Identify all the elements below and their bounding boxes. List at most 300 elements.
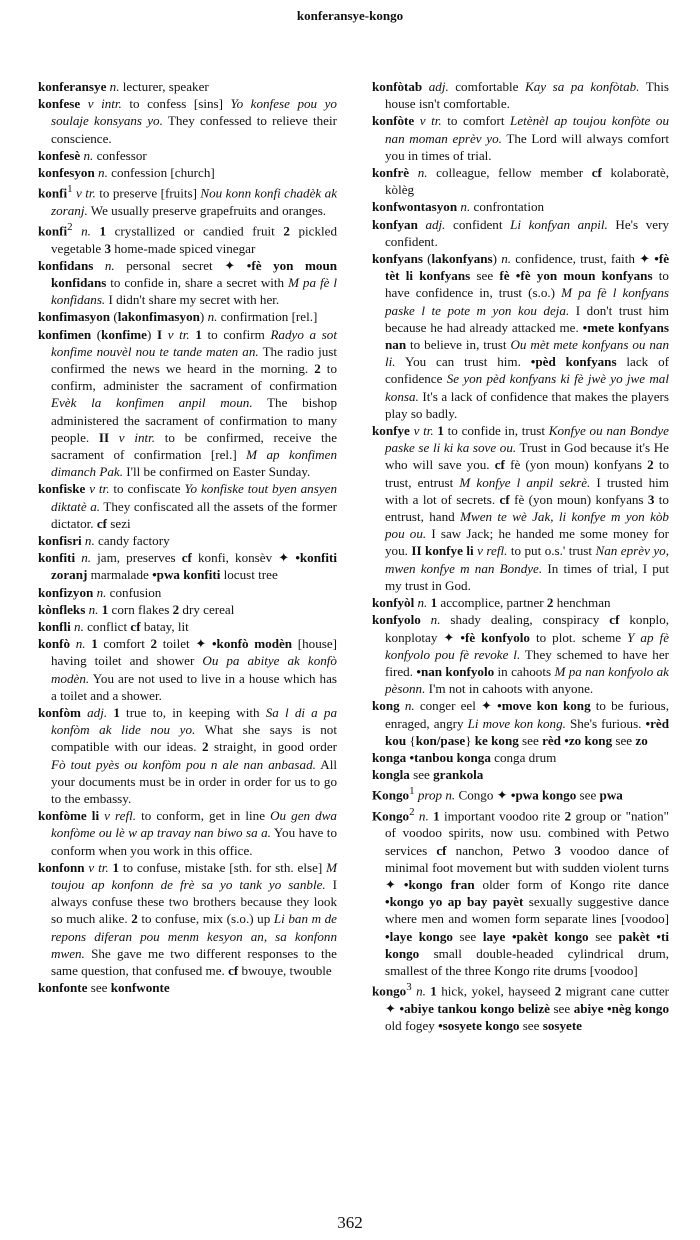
entry-text: 3 bbox=[554, 842, 561, 858]
entry-text: old fogey bbox=[385, 1018, 439, 1034]
headword: konfòte bbox=[372, 113, 415, 129]
entry-text: M pa fè l konfyans paske l te pote m yon kou deja. bbox=[385, 285, 669, 318]
dictionary-entry bbox=[38, 147, 337, 164]
entry-text: to be confirmed, receive the sacrament of confirmation [rel.] bbox=[51, 429, 337, 462]
entry-text: migrant cane cutter ✦ bbox=[385, 983, 670, 1016]
headword: konfrè bbox=[372, 165, 410, 181]
headword: konfyolo bbox=[372, 612, 421, 628]
entry-text: I bbox=[156, 326, 163, 342]
right-column bbox=[372, 78, 669, 1034]
entry-text: see bbox=[470, 268, 500, 284]
dictionary-entry bbox=[38, 549, 337, 583]
entry-text: 3 bbox=[647, 491, 655, 507]
entry-text: to conform, get in line bbox=[136, 808, 271, 824]
dictionary-entry bbox=[38, 601, 337, 618]
entry-text: corn flakes bbox=[108, 601, 173, 617]
entry-text: I trusted him with a lot of secrets. bbox=[385, 474, 669, 507]
headword: konfimen bbox=[38, 326, 92, 342]
entry-text: Letènèl ap toujou konfòte ou nan moman eprèv yo. bbox=[385, 113, 670, 146]
entry-text: see bbox=[519, 1018, 543, 1034]
headword: konfesyon bbox=[38, 165, 95, 181]
entry-text: ( bbox=[91, 326, 102, 342]
entry-text: confrontation bbox=[470, 199, 545, 215]
entry-text: I always confuse these two brothers because they look so much alike. bbox=[51, 877, 337, 927]
entry-text: konfime bbox=[101, 326, 147, 342]
entry-text: I don't trust him because he had already attacked me. bbox=[385, 302, 669, 335]
dictionary-entry bbox=[372, 112, 669, 164]
entry-text: konfwonte bbox=[110, 980, 170, 996]
entry-text: Y ap fè konfyolo pou fè revoke l. bbox=[385, 629, 670, 662]
entry-text: comfortable bbox=[448, 79, 525, 94]
entry-text: v intr. bbox=[80, 96, 122, 112]
entry-text: Fò tout pyès ou konfòm pou n ale nan anbasad. bbox=[51, 756, 316, 772]
dictionary-entry bbox=[38, 326, 337, 481]
entry-text: v intr. bbox=[109, 429, 156, 445]
entry-text: to preserve [fruits] bbox=[95, 185, 201, 201]
entry-text: What she says is not compatible with our ideas. bbox=[51, 722, 337, 755]
entry-text: cf bbox=[609, 612, 620, 628]
entry-text: You can trust him. bbox=[395, 354, 531, 370]
entry-text: cf bbox=[591, 165, 602, 181]
entry-text: You are not used to live in a house which has a toilet and a shower. bbox=[51, 670, 337, 703]
entry-text: 2 bbox=[150, 636, 158, 652]
entry-text: 1 bbox=[91, 636, 98, 652]
entry-text: II bbox=[98, 429, 110, 445]
entry-text: They schemed to have her fired. bbox=[385, 646, 669, 679]
entry-text: 1 bbox=[67, 183, 73, 196]
entry-text: 1 bbox=[99, 223, 107, 239]
dictionary-entry bbox=[372, 611, 669, 697]
entry-text: pickled vegetable bbox=[51, 223, 337, 256]
entry-text: •sosyete kongo bbox=[438, 1018, 520, 1034]
dictionary-entry bbox=[372, 164, 669, 198]
page-number: 362 bbox=[337, 1213, 363, 1232]
entry-text: to confide in, share a secret with bbox=[106, 274, 289, 290]
entry-text: cf bbox=[436, 842, 447, 858]
entry-text: confessor bbox=[93, 147, 147, 163]
entry-text: grankola bbox=[433, 767, 484, 783]
entry-text: n. bbox=[85, 601, 99, 617]
entry-text: He's very confident. bbox=[385, 216, 669, 249]
entry-text: home-made spiced vinegar bbox=[110, 240, 256, 256]
entry-text: conger eel ✦ bbox=[414, 698, 498, 714]
entry-text: •fè konfyolo bbox=[460, 629, 530, 645]
entry-text: to confirm bbox=[201, 326, 271, 342]
headword: konfyans bbox=[372, 251, 423, 267]
entry-text: v refl. bbox=[473, 543, 508, 559]
entry-text: Trust in God because it's He who will save you. bbox=[385, 440, 669, 473]
headword: konfli bbox=[38, 619, 71, 635]
dictionary-entry bbox=[38, 807, 337, 859]
entry-text: henchman bbox=[553, 595, 611, 611]
entry-text: She gave me two different responses to the same question, that confused me. bbox=[51, 945, 337, 979]
entry-text: n. bbox=[457, 199, 471, 215]
entry-text: In times of trial, I put my trust in God. bbox=[385, 560, 669, 593]
headword: konfòtab bbox=[372, 79, 423, 94]
entry-text: •tanbou konga bbox=[409, 749, 491, 765]
entry-text: 1 bbox=[195, 326, 202, 342]
headword: konfiti bbox=[38, 550, 76, 566]
entry-text: n. bbox=[501, 251, 512, 267]
entry-text: n. bbox=[414, 808, 429, 824]
dictionary-entry bbox=[372, 250, 669, 422]
entry-text: candy factory bbox=[94, 533, 170, 548]
entry-text: cf bbox=[96, 515, 108, 531]
entry-text: II konfye li bbox=[411, 543, 474, 559]
entry-text: I'm not in cahoots with anyone. bbox=[425, 681, 594, 697]
entry-text: to confiscate bbox=[109, 481, 185, 497]
entry-text: She's furious. bbox=[565, 715, 646, 731]
entry-text: see bbox=[612, 732, 636, 748]
entry-text: 1 bbox=[437, 423, 444, 439]
dictionary-entry bbox=[38, 584, 337, 601]
entry-text: fè bbox=[499, 268, 510, 284]
entry-text: adj. bbox=[422, 79, 449, 94]
entry-text: prop n. bbox=[414, 787, 456, 803]
entry-text: All your documents must be in order in order for us to go to the embassy. bbox=[51, 756, 337, 807]
entry-text: lecturer, speaker bbox=[119, 79, 209, 94]
entry-text: zo bbox=[635, 732, 648, 748]
entry-text: Li konfyan anpil. bbox=[510, 216, 608, 232]
dictionary-entry bbox=[38, 181, 337, 219]
headword: konfimasyon bbox=[38, 309, 111, 325]
entry-text: v tr. bbox=[162, 326, 190, 342]
entry-text: to put o.s.' trust bbox=[507, 543, 596, 559]
headword: Kongo bbox=[372, 808, 410, 824]
entry-text: The Lord will always comfort you in times of trial. bbox=[385, 130, 669, 163]
headword: kònfleks bbox=[38, 601, 86, 617]
entry-text: pwa bbox=[599, 787, 623, 803]
entry-text: n. bbox=[93, 257, 115, 273]
entry-text: ) bbox=[492, 251, 502, 267]
entry-text: to confide in, trust bbox=[443, 423, 549, 439]
headword: konfyòl bbox=[372, 595, 415, 611]
entry-text: 2 bbox=[314, 360, 321, 376]
entry-text: M pa fè l konfidans. bbox=[51, 274, 337, 308]
dictionary-entry bbox=[38, 704, 337, 807]
entry-text: ( bbox=[110, 309, 118, 325]
entry-text: older form of Kongo rite dance bbox=[474, 877, 669, 893]
entry-text: M konfye l anpil sekrè. bbox=[459, 474, 591, 490]
entry-text: voodoo dance of minimal foot movement but with sudden violent turns ✦ bbox=[385, 842, 670, 893]
entry-text: •fè yon moun konfyans bbox=[515, 268, 653, 284]
entry-text: see bbox=[87, 980, 111, 996]
dictionary-entry bbox=[372, 697, 669, 749]
entry-text: jam, preserves bbox=[91, 550, 182, 566]
entry-text: fè (yon moun) konfyans bbox=[509, 491, 648, 507]
entry-text: 1 bbox=[101, 601, 109, 617]
entry-text: sosyete bbox=[542, 1018, 582, 1034]
entry-text: to entrust, hand bbox=[385, 491, 669, 525]
entry-text: •pwa kongo bbox=[510, 787, 577, 803]
entry-text: [house] having toilet and shower bbox=[51, 636, 338, 669]
dictionary-entry bbox=[38, 257, 337, 309]
entry-text: lack of confidence bbox=[385, 354, 670, 387]
entry-text: to plot. scheme bbox=[529, 629, 628, 645]
entry-text: Ou pa abitye ak konfò modèn. bbox=[51, 653, 337, 686]
entry-text: group or "nation" of voodoo spirits, now usu. combined with Petwo services bbox=[385, 808, 670, 858]
dictionary-entry bbox=[372, 78, 669, 112]
headword: kongo bbox=[372, 983, 407, 999]
entry-text: 1 bbox=[409, 785, 415, 798]
headword: konfisri bbox=[38, 533, 82, 548]
entry-text: adj. bbox=[80, 705, 108, 721]
entry-text: confidence, trust, faith ✦ bbox=[511, 251, 655, 267]
entry-text: n. bbox=[409, 165, 428, 181]
dictionary-entry bbox=[38, 78, 337, 95]
entry-text: to believe in, trust bbox=[406, 337, 511, 353]
entry-text: This house isn't comfortable. bbox=[385, 79, 669, 112]
running-header: konferansye-kongo bbox=[296, 8, 404, 23]
entry-text: •konfiti zoranj bbox=[51, 550, 338, 583]
left-column bbox=[38, 78, 337, 996]
entry-text: 3 bbox=[104, 240, 111, 256]
entry-text: lakonfimasyon bbox=[117, 309, 200, 325]
entry-text: n. bbox=[80, 147, 94, 163]
entry-text: sezi bbox=[107, 515, 131, 531]
headword: Kongo bbox=[372, 787, 410, 803]
entry-text: locust tree bbox=[220, 567, 278, 583]
entry-text: personal secret ✦ bbox=[114, 257, 247, 273]
entry-text: You have to conform when you work in this office. bbox=[51, 825, 337, 858]
entry-text: to confuse, mix (s.o.) up bbox=[137, 911, 274, 927]
entry-text: •kongo fran bbox=[403, 877, 475, 893]
entry-text: v tr. bbox=[84, 859, 109, 875]
headword: konfonte bbox=[38, 980, 88, 996]
entry-text: 1 bbox=[113, 705, 120, 721]
entry-text: laye bbox=[482, 928, 506, 944]
entry-text: see bbox=[576, 787, 600, 803]
headword: konferansye bbox=[38, 79, 107, 94]
headword: kong bbox=[372, 698, 400, 714]
entry-text: They confessed to relieve their conscience. bbox=[51, 113, 337, 146]
entry-text: ) bbox=[146, 326, 157, 342]
entry-text: cf bbox=[181, 550, 192, 566]
entry-text: I'll be confirmed on Easter Sunday. bbox=[123, 464, 311, 480]
entry-text: Se yon pèd konfyans ki fè jwè yo jwe mal konsa. bbox=[385, 371, 669, 404]
entry-text: •abiye tankou kongo belizè bbox=[399, 1000, 550, 1016]
headword: konfòm bbox=[38, 705, 81, 721]
entry-text: •pèd konfyans bbox=[530, 354, 617, 370]
entry-text: hick, yokel, hayseed bbox=[436, 983, 555, 999]
entry-text: v refl. bbox=[99, 808, 137, 824]
dictionary-entry bbox=[38, 164, 337, 181]
entry-text: The radio just confirmed the news we heard in the morning. bbox=[51, 343, 337, 376]
entry-text: { bbox=[406, 732, 416, 748]
entry-text: cf bbox=[494, 457, 505, 473]
entry-text: 2 bbox=[172, 601, 180, 617]
entry-text: Yo konfiske tout byen ansyen diktatè a. bbox=[51, 481, 337, 514]
dictionary-entry bbox=[372, 216, 669, 250]
dictionary-entry bbox=[38, 219, 337, 257]
dictionary-entry bbox=[372, 783, 669, 804]
entry-text: marmalade bbox=[87, 567, 153, 583]
headword: konfesè bbox=[38, 147, 81, 163]
entry-text: n. bbox=[420, 612, 441, 628]
entry-text: Ou gen dwa konfòme ou lè w ap travay nan biwo sa a. bbox=[51, 808, 337, 841]
entry-text: v tr. bbox=[85, 481, 110, 497]
entry-text: 1 bbox=[112, 859, 120, 875]
dictionary-entry bbox=[372, 422, 669, 594]
entry-text: accomplice, partner bbox=[437, 595, 547, 611]
entry-text: Nou konn konfi chadèk ak zoranj. bbox=[51, 185, 338, 218]
dictionary-entry bbox=[38, 480, 337, 532]
entry-text: •laye kongo bbox=[385, 928, 453, 944]
entry-text: The bishop administered the sacrament of confirmation to many people. bbox=[51, 395, 337, 445]
entry-text: confession [church] bbox=[107, 165, 215, 181]
entry-text: confident bbox=[445, 216, 511, 232]
entry-text: •move kon kong bbox=[497, 698, 591, 714]
entry-text: •pakèt kongo bbox=[511, 928, 589, 944]
entry-text: Congo ✦ bbox=[455, 787, 511, 803]
entry-text: shady dealing, conspiracy bbox=[440, 612, 610, 628]
entry-text: n. bbox=[70, 636, 86, 652]
entry-text: see bbox=[518, 732, 543, 748]
entry-text: 3 bbox=[406, 981, 412, 994]
entry-text: M pa nan konfyolo ak pèsonn. bbox=[385, 663, 669, 697]
headword: konfidans bbox=[38, 257, 94, 273]
entry-text: We usually preserve grapefruits and oranges. bbox=[87, 202, 327, 218]
entry-text: rèd bbox=[542, 732, 561, 748]
entry-text: n. bbox=[411, 983, 426, 999]
entry-text: to comfort bbox=[441, 113, 511, 129]
dictionary-entry bbox=[372, 766, 669, 783]
entry-text: n. bbox=[414, 595, 428, 611]
entry-text: 2 bbox=[202, 739, 209, 755]
headword: konfizyon bbox=[38, 584, 94, 600]
entry-text bbox=[505, 929, 512, 944]
entry-text: batay, lit bbox=[140, 619, 189, 635]
entry-text: comfort bbox=[97, 636, 151, 652]
headword: konfò bbox=[38, 636, 71, 652]
headword: konfese bbox=[38, 96, 81, 112]
entry-text: nanchon, Petwo bbox=[446, 842, 555, 858]
entry-text: 1 bbox=[430, 983, 437, 999]
entry-text: to confess [sins] bbox=[121, 96, 231, 112]
entry-text: adj. bbox=[417, 216, 446, 232]
entry-text: Kay sa pa konfòtab. bbox=[525, 79, 640, 94]
entry-text: M toujou ap konfonn de frè sa yo tank yo sanble. bbox=[51, 859, 337, 893]
entry-text: 2 bbox=[283, 223, 290, 239]
entry-text: v tr. bbox=[409, 423, 434, 439]
entry-text: konplo, konplotay ✦ bbox=[385, 612, 670, 645]
headword: konfye bbox=[372, 423, 410, 439]
entry-text: n. bbox=[399, 698, 415, 714]
headword: konga bbox=[372, 749, 407, 765]
dictionary-entry bbox=[372, 198, 669, 215]
entry-text: confusion bbox=[106, 584, 162, 600]
entry-text: I saw Jack; he handed me some money for you. bbox=[385, 526, 670, 559]
entry-text: Yo konfese pou yo soulaje konsyans yo. bbox=[51, 96, 337, 129]
entry-text: 2 bbox=[131, 911, 138, 927]
entry-text: Evèk la konfimen anpil moun. bbox=[51, 395, 253, 411]
entry-text: n. bbox=[207, 309, 218, 325]
headword: konfi bbox=[38, 185, 68, 201]
entry-text: •fè yon moun konfidans bbox=[51, 257, 338, 290]
entry-text: n. bbox=[70, 619, 84, 635]
entry-text: •ti kongo bbox=[385, 928, 669, 961]
entry-text: 2 bbox=[546, 595, 554, 611]
entry-text: 2 bbox=[409, 805, 415, 818]
dictionary-entry bbox=[372, 749, 669, 766]
entry-text: •kongo yo ap bay payèt bbox=[385, 894, 524, 910]
entry-text: cf bbox=[130, 619, 141, 635]
entry-text: kolaboratè, kòlèg bbox=[385, 165, 669, 198]
entry-text: Sa l di a pa konfòm ak lide nou yo. bbox=[51, 705, 338, 738]
entry-text: n. bbox=[72, 223, 91, 239]
entry-text: ke kong bbox=[474, 732, 519, 748]
entry-text bbox=[91, 223, 100, 238]
entry-text: conga drum bbox=[490, 749, 557, 765]
headword: konfòme li bbox=[38, 808, 100, 824]
entry-text: konfi, konsèv ✦ bbox=[191, 550, 296, 566]
entry-text: see bbox=[549, 1000, 574, 1016]
entry-text: bwouye, twouble bbox=[238, 963, 332, 979]
entry-text: •konfò modèn bbox=[211, 636, 293, 652]
entry-text: 2 bbox=[564, 808, 572, 824]
entry-text: lakonfyans bbox=[431, 251, 493, 267]
entry-text: cf bbox=[499, 491, 510, 507]
entry-text: see bbox=[409, 767, 434, 783]
entry-text: Mwen te wè Jak, li konfye m yon kòb pou ou. bbox=[385, 509, 669, 542]
entry-text: n. bbox=[106, 79, 120, 94]
entry-text: n. bbox=[81, 533, 95, 548]
dictionary-entry bbox=[38, 618, 337, 635]
entry-text: M ap konfimen dimanch Pak. bbox=[51, 446, 337, 480]
entry-text: fè (yon moun) konfyans bbox=[504, 457, 648, 473]
entry-text: see bbox=[452, 928, 483, 944]
entry-text: cf bbox=[228, 963, 239, 979]
entry-text: 1 bbox=[433, 808, 440, 824]
entry-text: They confiscated all the assets of the former dictator. bbox=[51, 498, 337, 531]
entry-text: v tr. bbox=[414, 113, 442, 129]
entry-text: n. bbox=[75, 550, 92, 566]
headword: kongla bbox=[372, 767, 410, 783]
entry-text: to confuse, mistake [sth. for sth. else] bbox=[119, 859, 327, 875]
entry-text: •fè tèt li konfyans bbox=[385, 251, 670, 284]
entry-text: kon/pase bbox=[415, 732, 466, 748]
dictionary-entry bbox=[38, 859, 337, 979]
headword: konfyan bbox=[372, 216, 418, 232]
entry-text: toilet ✦ bbox=[157, 636, 212, 652]
entry-text: conflict bbox=[83, 619, 131, 635]
dictionary-entry bbox=[372, 804, 669, 979]
entry-text: •rèd kou bbox=[385, 715, 669, 748]
headword: konfiske bbox=[38, 481, 86, 497]
entry-text: ( bbox=[422, 251, 432, 267]
entry-text: dry cereal bbox=[179, 601, 235, 617]
entry-text: sexually suggestive dance where men and women form separate lines [voodoo] bbox=[385, 894, 670, 927]
entry-text: } bbox=[465, 732, 475, 748]
entry-text: •nèg kongo bbox=[607, 1000, 669, 1016]
dictionary-entry bbox=[38, 635, 337, 704]
entry-text: to confirm, administer the sacrament of confirmation bbox=[51, 360, 337, 394]
entry-text: confirmation [rel.] bbox=[217, 309, 318, 325]
entry-text: 2 bbox=[67, 220, 73, 233]
entry-text: abiye bbox=[573, 1000, 604, 1016]
entry-text: Konfye ou nan Bondye paske se li ki ka sove ou. bbox=[385, 423, 669, 456]
entry-text: •zo kong bbox=[564, 732, 613, 748]
entry-text: 2 bbox=[647, 457, 654, 473]
dictionary-entry bbox=[38, 979, 337, 996]
headword: konfi bbox=[38, 223, 68, 239]
entry-text: to trust, entrust bbox=[385, 457, 670, 490]
entry-text: pakèt bbox=[618, 928, 650, 944]
entry-text: to be furious, enraged, angry bbox=[385, 698, 670, 731]
dictionary-entry bbox=[38, 95, 337, 147]
entry-text: 1 bbox=[430, 595, 438, 611]
dictionary-entry bbox=[372, 979, 669, 1034]
